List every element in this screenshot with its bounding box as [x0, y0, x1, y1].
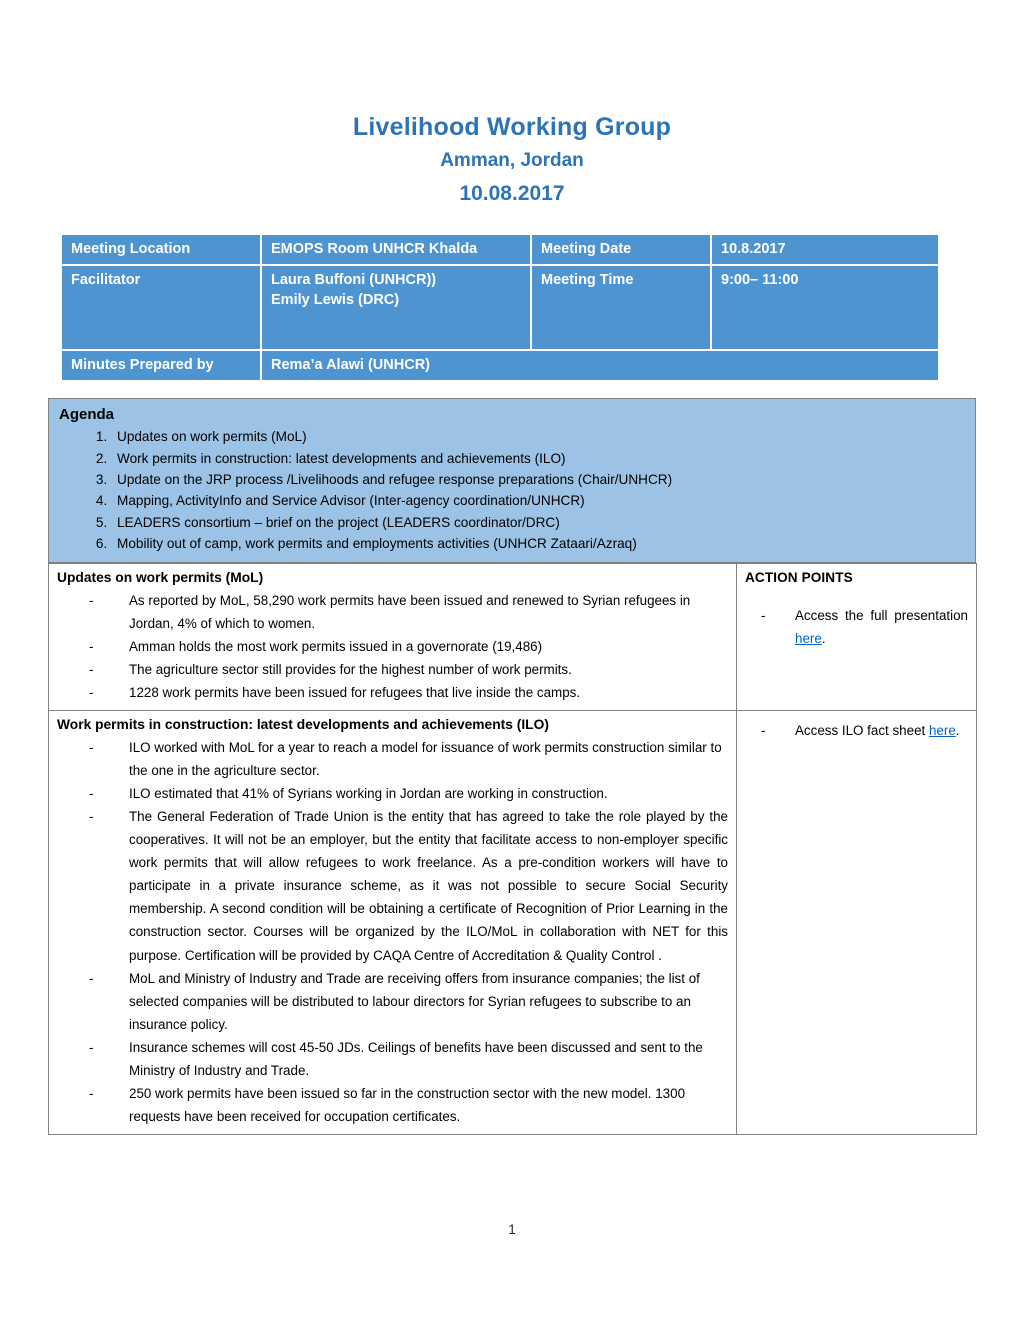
table-row — [62, 351, 938, 380]
list-item: - ILO estimated that 41% of Syrians working in Jordan are working in construction. — [89, 782, 728, 805]
list-item: 5. LEADERS consortium – brief on the project (LEADERS coordinator/DRC) — [111, 512, 965, 533]
page-date: 10.08.2017 — [459, 182, 565, 205]
list-item: - The agriculture sector still provides for the highest number of work permits. — [89, 658, 728, 681]
section-bullet-list — [57, 736, 728, 1128]
meeting-date-value: 10.8.2017 — [712, 235, 938, 266]
page-title: Livelihood Working Group — [352, 113, 672, 141]
content-wrapper — [0, 563, 1024, 1135]
section-heading: Updates on work permits (MoL) — [57, 569, 264, 585]
meeting-date-label: Meeting Date — [532, 235, 712, 266]
minutes-prepared-by-value: Rema’a Alawi (UNHCR) — [262, 351, 938, 380]
action-points-list — [745, 719, 968, 742]
list-item: 1. Updates on work permits (MoL) — [111, 426, 965, 447]
list-item: - The General Federation of Trade Union is the entity that has agreed to take the role played by the cooperatives. It will not be an employer, but the entity that facilitate access to non-employer specific work permits that will allow refugees to work freelance. As a pre-condition workers will have to participate in a private insurance scheme, as it was not possible to secure Social Security membership. A second condition will be obtaining a certificate of Recognition of Prior Learning in the construction sector. Courses will be organized by the ILO/MoL in collaboration with NET for this purpose. Certification will be provided by CAQA Centre of Accreditation & Quality Control . — [89, 805, 728, 966]
section-bullet-list — [57, 589, 728, 704]
list-item: - As reported by MoL, 58,290 work permits have been issued and renewed to Syrian refugees in Jordan, 4% of which to women. — [89, 589, 728, 635]
list-item: - 1228 work permits have been issued for refugees that live inside the camps. — [89, 681, 728, 704]
page-subtitle: Amman, Jordan — [440, 150, 584, 172]
meeting-info-table — [62, 235, 938, 379]
page-number: 1 — [508, 1222, 516, 1237]
list-item: 4. Mapping, ActivityInfo and Service Advisor (Inter-agency coordination/UNHCR) — [111, 490, 965, 511]
section-updates-work-permits — [49, 563, 737, 710]
minutes-prepared-by-label: Minutes Prepared by — [62, 351, 262, 380]
action-points-cell-2 — [737, 711, 977, 1135]
list-item: 2. Work permits in construction: latest developments and achievements (ILO) — [111, 448, 965, 469]
meeting-time-label: Meeting Time — [532, 266, 712, 351]
meeting-info-wrapper — [0, 235, 1024, 379]
presentation-link[interactable]: here — [795, 631, 822, 647]
action-text-before: Access ILO fact sheet — [795, 723, 929, 739]
facilitator-line-1: Laura Buffoni (UNHCR)) — [271, 271, 437, 288]
list-item: 3. Update on the JRP process /Livelihoods and refugee response preparations (Chair/UNHCR) — [111, 469, 965, 490]
list-item: - 250 work permits have been issued so far in the construction sector with the new model. 1300 requests have been received for occupation certificates. — [89, 1082, 728, 1128]
section-heading: Work permits in construction: latest developments and achievements (ILO) — [57, 717, 549, 733]
action-points-cell-1 — [737, 563, 977, 710]
table-row — [62, 266, 938, 351]
list-item — [753, 719, 968, 742]
table-row — [62, 235, 938, 266]
list-item: - Amman holds the most work permits issued in a governorate (19,486) — [89, 635, 728, 658]
list-item — [753, 604, 968, 650]
agenda-heading: Agenda — [59, 405, 115, 423]
list-item: - Insurance schemes will cost 45-50 JDs. Ceilings of benefits have been discussed and sent to the Ministry of Industry and Trade. — [89, 1036, 728, 1082]
action-points-list — [745, 604, 968, 650]
action-points-heading: ACTION POINTS — [745, 569, 853, 585]
meeting-location-label: Meeting Location — [62, 235, 262, 266]
meeting-location-value: EMOPS Room UNHCR Khalda — [262, 235, 532, 266]
agenda-box — [48, 398, 976, 563]
facilitator-value — [262, 266, 532, 351]
facilitator-line-2: Emily Lewis (DRC) — [271, 292, 400, 309]
list-item: 6. Mobility out of camp, work permits and employments activities (UNHCR Zataari/Azraq) — [111, 533, 965, 554]
minutes-content-table — [48, 563, 977, 1135]
agenda-wrapper — [0, 398, 1024, 563]
list-item: - MoL and Ministry of Industry and Trade are receiving offers from insurance companies; the list of selected companies will be distributed to labour directors for Syrian refugees to subscribe to an insurance policy. — [89, 967, 728, 1036]
section-work-permits-construction — [49, 711, 737, 1135]
action-text-after: . — [821, 631, 826, 647]
action-text-after: . — [955, 723, 960, 739]
table-row — [49, 711, 977, 1135]
list-item: - ILO worked with MoL for a year to reach a model for issuance of work permits construction similar to the one in the agriculture sector. — [89, 736, 728, 782]
facilitator-label: Facilitator — [62, 266, 262, 351]
agenda-list — [59, 426, 965, 555]
ilo-fact-sheet-link[interactable]: here — [928, 723, 956, 739]
table-row — [49, 563, 977, 710]
meeting-time-value: 9:00– 11:00 — [712, 266, 938, 351]
action-text-before: Access the full presentation — [795, 608, 968, 624]
title-block — [0, 0, 1024, 207]
